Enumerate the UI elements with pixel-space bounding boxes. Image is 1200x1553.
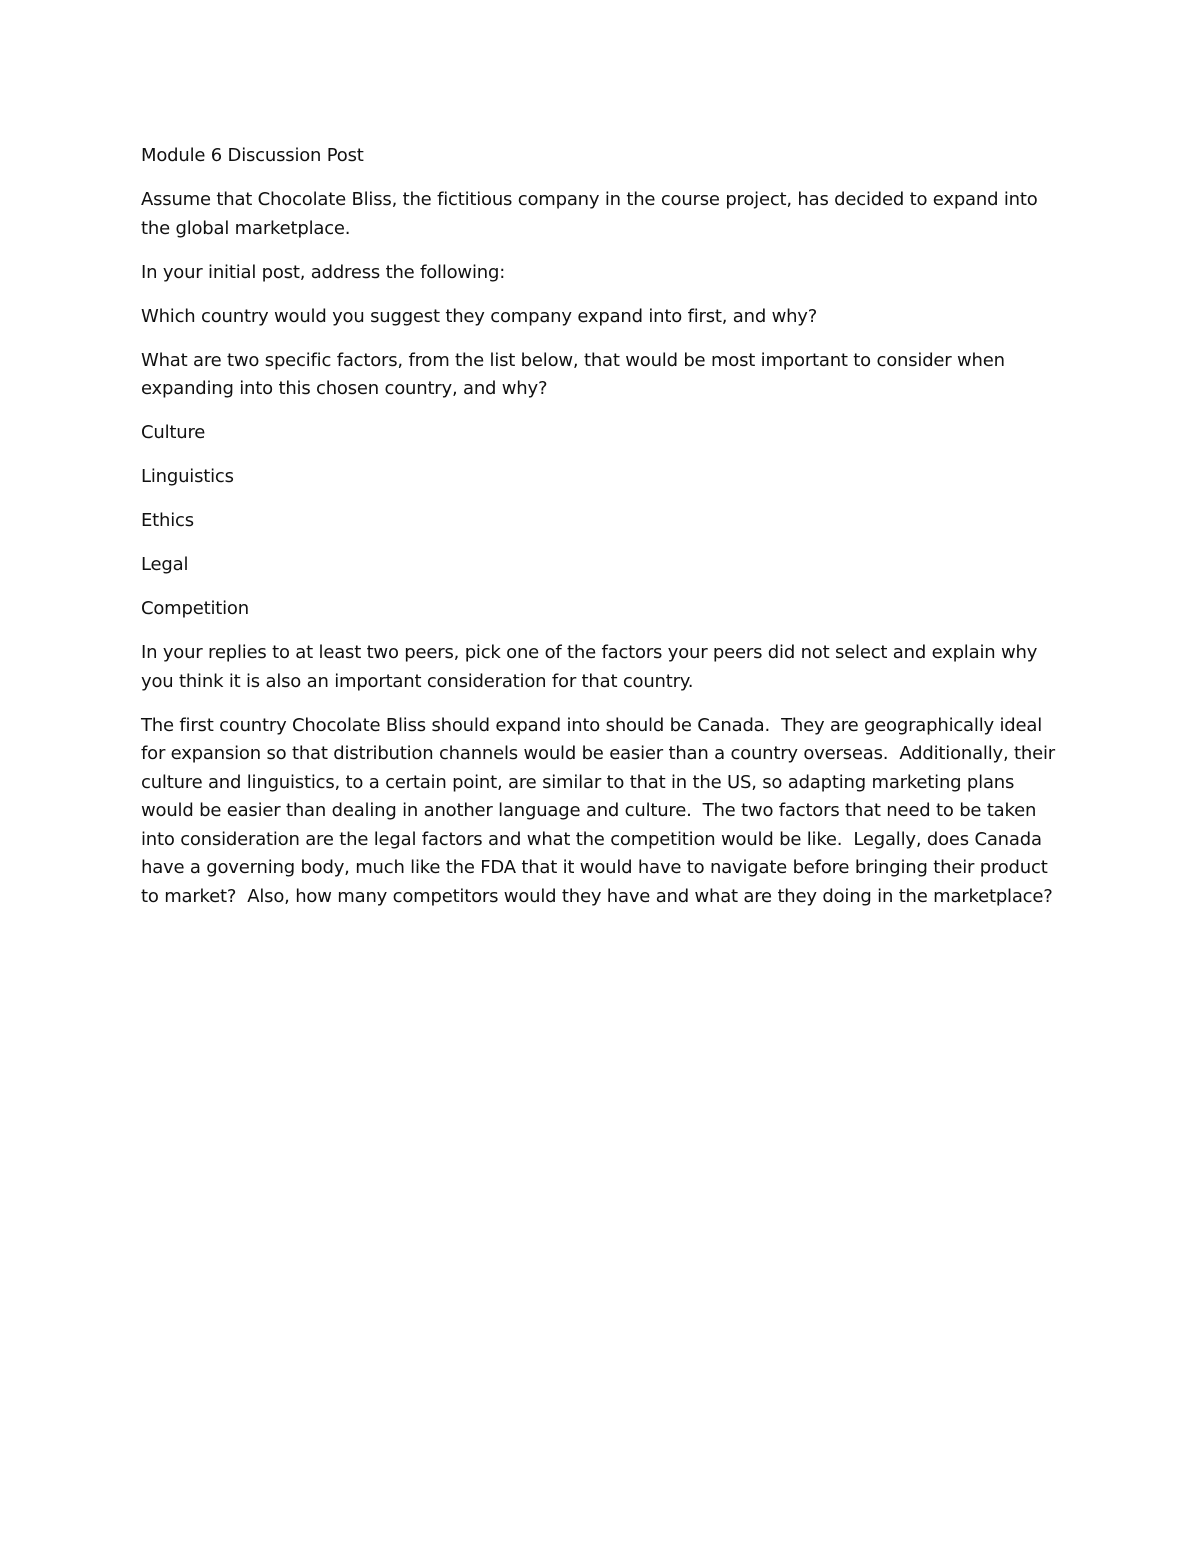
factor-item-linguistics: Linguistics [141,466,234,487]
factor-item-legal: Legal [141,554,189,575]
factor-list [141,419,1066,624]
factor-item-competition: Competition [141,598,249,619]
question-factors: What are two specific factors, from the list below, that would be most important to consider when expanding into this chosen country, and why? [141,349,1005,399]
intro-paragraph: Assume that Chocolate Bliss, the fictitious company in the course project, has decided to expand into the global marketplace. [141,189,1038,239]
question-country: Which country would you suggest they company expand into first, and why? [141,305,818,327]
reply-instructions: In your replies to at least two peers, pick one of the factors your peers did not select and explain why you think it is also an important consideration for that country. [141,642,1038,692]
response-paragraph: The first country Chocolate Bliss should expand into should be Canada. They are geographically ideal for expansion so that distribution channels would be easier than a country overseas. Additionally, their culture and linguistics, to a certain point, are similar to that in the US, so adapting marketing plans would be easier than dealing in another language and culture. The two factors that need to be taken into consideration are the legal factors and what the competition would be like. Legally, does Canada have a governing body, much like the FDA that it would have to navigate before bringing their product to market? Also, how many competitors would they have and what are they doing in the marketplace? [141,714,1061,907]
document-body [141,142,1066,927]
initial-post-prompt: In your initial post, address the following: [141,261,506,283]
factor-item-culture: Culture [141,422,206,443]
document-title: Module 6 Discussion Post [141,145,364,166]
factor-item-ethics: Ethics [141,510,194,531]
